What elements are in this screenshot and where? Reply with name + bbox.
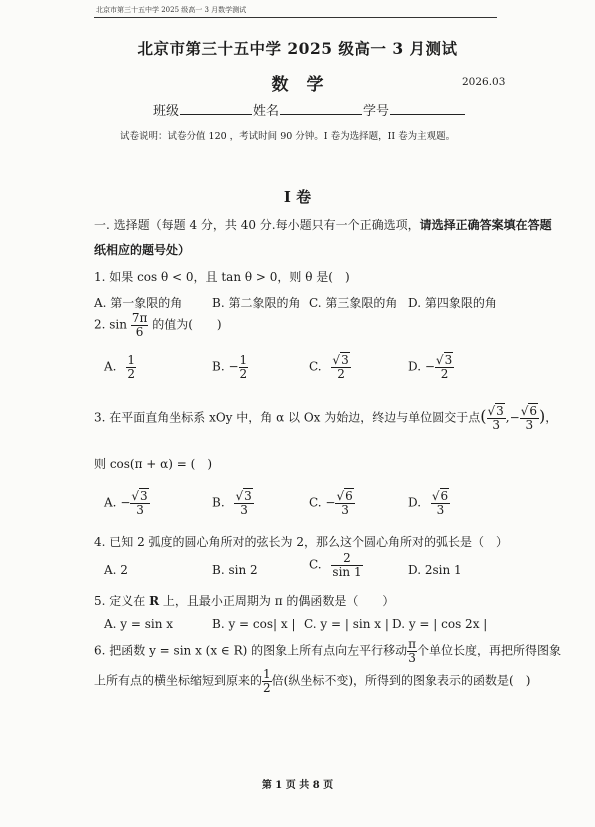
q4-c-den: sin 1 — [332, 564, 362, 579]
q2-frac-num: 7π — [131, 311, 148, 325]
name-blank — [280, 100, 362, 115]
id-blank — [390, 100, 465, 115]
q4-option-c — [309, 552, 363, 578]
q4-c-num: 2 — [331, 552, 362, 566]
q3-option-b: B. $\frac{√3}{3}$ — [212, 489, 252, 517]
id-label: 学号 — [363, 104, 390, 119]
q5-option-b: B. y = cos| x | — [212, 617, 296, 631]
q5-stem — [94, 592, 394, 609]
class-label: 班级 — [153, 104, 180, 119]
q5-stem-2: 上，且最小正周期为 π 的偶函数是（ ） — [159, 594, 395, 608]
q5-stem-bold: R — [149, 594, 160, 608]
q1-option-c: C. 第三象限的角 — [309, 296, 398, 310]
section-heading-bold: 请选择正确答案填在答题 — [419, 218, 552, 232]
q3-stem-1: 3. 在平面直角坐标系 xOy 中，角 α 以 Ox 为始边，终边与单位圆交于点 — [94, 410, 481, 425]
q3-c-den: 3 — [341, 502, 349, 517]
q5-stem-1: 5. 定义在 — [94, 594, 150, 608]
q3-option-d: D. $\frac{√6}{3}$ — [408, 489, 449, 517]
class-blank — [180, 100, 252, 115]
q3-pt-y-rad: 6 — [529, 404, 537, 418]
q2-b-num: 1 — [239, 353, 248, 367]
q2-b-minus: − — [228, 359, 239, 374]
q4-option-d: D. 2sin 1 — [408, 563, 462, 577]
q4-stem: 4. 已知 2 弧度的圆心角所对的弦长为 2，那么这个圆心角所对的弧长是（ ） — [94, 535, 508, 549]
q2-d-rad: 3 — [444, 353, 453, 367]
header-text: 北京市第三十五中学 2025 级高一 3 月数学测试 — [96, 6, 247, 14]
exam-notes: 试卷说明：试卷分值 120 ，考试时间 90 分钟。I 卷为选择题，II 卷为主观题。 — [120, 131, 456, 142]
q2-option-c: C. $\frac{√3}{2}$ — [309, 353, 349, 381]
q6-frac-den: 3 — [408, 650, 416, 665]
q6-line2-a: 上所有点的横坐标缩短到原来的 — [94, 673, 263, 688]
q6-frac-num: π — [408, 637, 417, 651]
q3-a-label: A. — [104, 495, 117, 510]
q2-c-den: 2 — [337, 366, 345, 381]
q5-option-a: A. y = sin x — [104, 617, 174, 631]
q4-c-label: C. — [309, 557, 322, 572]
exam-title: 北京市第三十五中学 2025 级高一 3 月测试 — [137, 39, 458, 58]
q3-option-c: C. − $\frac{√6}{3}$ — [309, 489, 353, 517]
q3-c-minus: − — [325, 495, 336, 510]
q5-option-c: C. y = | sin x | — [304, 617, 389, 631]
q2-c-label: C. — [309, 359, 322, 374]
q2-b-label: B. — [212, 359, 225, 374]
q3-pt-minus: − — [509, 410, 520, 425]
q1-stem: 1. 如果 cos θ < 0，且 tan θ > 0，则 θ 是( ) — [94, 270, 350, 284]
q3-d-den: 3 — [436, 502, 445, 517]
q3-b-rad: 3 — [244, 489, 252, 503]
q3-a-rad: 3 — [140, 489, 148, 503]
section-heading — [94, 216, 552, 233]
exam-date: 2026.03 — [462, 76, 506, 88]
q3-b-den: 3 — [240, 502, 248, 517]
q3-d-label: D. — [408, 495, 422, 510]
q2-b-den: 2 — [239, 366, 248, 381]
q2-frac-den: 6 — [135, 324, 144, 339]
q2-option-a — [104, 354, 136, 380]
volume-title: I 卷 — [283, 188, 312, 206]
q6-half-num: 1 — [263, 667, 271, 681]
q2-prefix: 2. sin — [94, 317, 127, 332]
q6-line1-b: 个单位长度，再把所得图象 — [417, 643, 562, 658]
q2-d-den: 2 — [440, 366, 449, 381]
q2-a-den: 2 — [127, 366, 135, 381]
q3-a-den: 3 — [136, 502, 144, 517]
q3-pt-x-rad: 3 — [496, 404, 504, 418]
section-heading-bold-2: 纸相应的题号处） — [94, 243, 191, 257]
q2-d-minus: − — [424, 359, 435, 374]
q1-option-b: B. 第二象限的角 — [212, 296, 301, 310]
q3-stem: 3. 在平面直角坐标系 xOy 中，角 α 以 Ox 为始边，终边与单位圆交于点( $\frac{√3}{3}$ ,− $\frac{√6}{3}$ )， — [94, 404, 558, 432]
q3-d-rad: 6 — [440, 489, 449, 503]
header-divider — [94, 17, 497, 18]
q2-option-d: D. − $\frac{√3}{2}$ — [408, 353, 453, 381]
q2-option-b — [212, 354, 248, 380]
page-footer: 第 1 页 共 8 页 — [261, 780, 334, 791]
q3-a-minus: − — [120, 495, 131, 510]
q1-option-a: A. 第一象限的角 — [94, 296, 183, 310]
subject-title: 数学 — [271, 75, 342, 95]
q6-half-den: 2 — [263, 680, 271, 695]
q3-c-rad: 6 — [345, 489, 353, 503]
q2-stem — [94, 312, 222, 338]
q6-line1 — [94, 638, 561, 664]
q2-a-label: A. — [104, 359, 117, 374]
q2-fraction — [131, 312, 149, 338]
q3-option-a: A. − $\frac{√3}{3}$ — [104, 489, 148, 517]
q2-suffix: 的值为( ) — [152, 317, 222, 332]
q4-option-b: B. sin 2 — [212, 563, 258, 577]
q6-line1-a: 6. 把函数 y = sin x (x ∈ R) 的图象上所有点向左平行移动 — [94, 643, 408, 658]
q3-stem-2: 则 cos(π + α) = ( ) — [94, 457, 213, 471]
q5-option-d: D. y = | cos 2x | — [392, 617, 488, 631]
section-heading-plain: 一. 选择题（每题 4 分，共 40 分.每小题只有一个正确选项， — [94, 218, 420, 232]
q3-pt-x-den: 3 — [492, 417, 500, 432]
q6-line2 — [94, 668, 530, 694]
q4-option-a: A. 2 — [104, 563, 128, 577]
q3-c-label: C. — [309, 495, 322, 510]
q1-option-d: D. 第四象限的角 — [408, 296, 497, 310]
name-label: 姓名 — [253, 104, 280, 119]
q3-pt-y-den: 3 — [525, 417, 534, 432]
q2-d-label: D. — [408, 359, 422, 374]
q2-c-rad: 3 — [341, 353, 349, 367]
q2-a-num: 1 — [127, 353, 135, 367]
q6-line2-b: 倍(纵坐标不变)，所得到的图象表示的函数是( ) — [271, 673, 531, 688]
q3-b-label: B. — [212, 495, 225, 510]
